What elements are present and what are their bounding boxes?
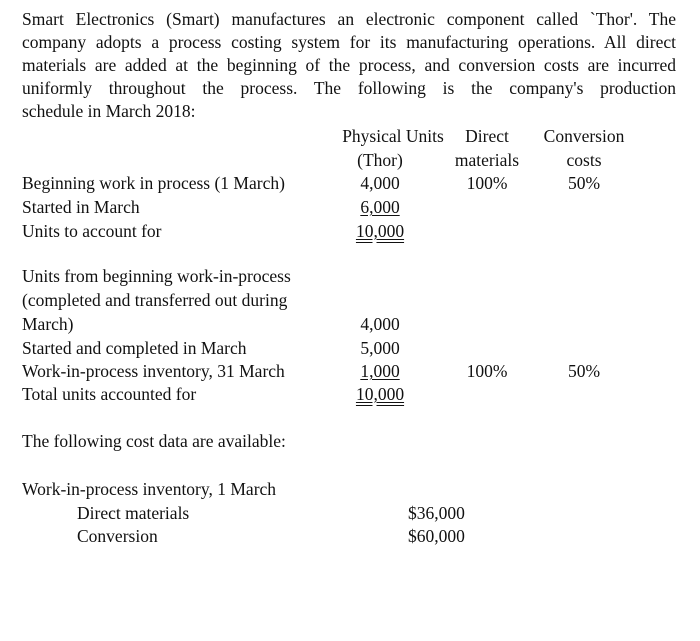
problem-statement: [22, 8, 676, 123]
cost-item-value: $60,000: [408, 526, 465, 546]
row-units-total: 10,000: [355, 221, 405, 241]
row-label: March): [22, 314, 74, 334]
row-direct-materials-pct: 100%: [466, 361, 508, 381]
intro-line: schedule in March 2018:: [22, 101, 196, 121]
row-label: Units from beginning work-in-process: [22, 266, 291, 286]
header-conversion-costs: Conversion: [543, 126, 625, 146]
cost-data-intro: The following cost data are available:: [22, 431, 286, 451]
row-direct-materials-pct: 100%: [466, 173, 508, 193]
cost-item-label: Conversion: [77, 526, 158, 546]
cost-item-label: Direct materials: [77, 503, 190, 523]
intro-line: company adopts a process costing system for its manufacturing operations. All direct: [22, 32, 676, 52]
row-label: Started and completed in March: [22, 338, 247, 358]
header-direct-materials-sub: materials: [454, 150, 520, 170]
header-direct-materials: Direct: [465, 126, 509, 146]
row-units: 1,000: [360, 361, 400, 381]
row-units-total: 10,000: [355, 384, 405, 404]
row-conversion-pct: 50%: [567, 173, 601, 193]
row-label: Work-in-process inventory, 31 March: [22, 361, 285, 381]
intro-line: materials are added at the beginning of the process, and conversion costs are incurred: [22, 55, 676, 75]
row-label: (completed and transferred out during: [22, 290, 288, 310]
cost-heading: Work-in-process inventory, 1 March: [22, 479, 277, 499]
row-label: Total units accounted for: [22, 384, 197, 404]
intro-line: uniformly throughout the process. The following is the company's production: [22, 78, 676, 98]
row-units: 4,000: [360, 173, 400, 193]
header-conversion-costs-sub: costs: [566, 150, 602, 170]
cost-item-value: $36,000: [408, 503, 465, 523]
row-label: Units to account for: [22, 221, 162, 241]
row-label: Started in March: [22, 197, 140, 217]
row-label: Beginning work in process (1 March): [22, 173, 285, 193]
row-units: 5,000: [360, 338, 400, 358]
header-physical-units-sub: (Thor): [357, 150, 403, 170]
intro-line: Smart Electronics (Smart) manufactures an electronic component called `Thor'. The: [22, 9, 676, 29]
row-conversion-pct: 50%: [567, 361, 601, 381]
row-units: 4,000: [360, 314, 400, 334]
header-physical-units: Physical Units: [342, 126, 444, 146]
row-units: 6,000: [360, 197, 400, 217]
